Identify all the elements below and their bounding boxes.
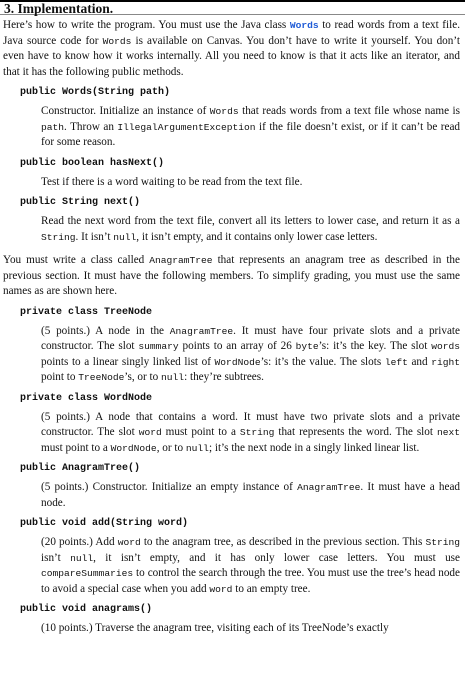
method-description-constructor bbox=[41, 104, 460, 151]
text: (5 points.) Constructor. Initialize an empty instance of bbox=[41, 481, 298, 493]
text: must point to a bbox=[161, 426, 240, 438]
member-signature-constructor: public AnagramTree() bbox=[20, 463, 141, 474]
method-signature-constructor: public Words(String path) bbox=[20, 87, 171, 98]
member-signature-anagrams: public void anagrams() bbox=[20, 604, 153, 615]
code: word bbox=[138, 427, 162, 438]
code: AnagramTree bbox=[169, 325, 234, 337]
anagramtree-paragraph bbox=[3, 253, 460, 300]
code: words bbox=[431, 341, 460, 352]
code-words: Words bbox=[102, 35, 132, 47]
text: Here’s how to write the program. You must use the Java class bbox=[3, 19, 290, 31]
text: that represents the word. The slot bbox=[274, 426, 437, 438]
code: AnagramTree bbox=[149, 255, 213, 266]
text: point to bbox=[41, 371, 79, 383]
text: ; it’s the next node in a singly linked linear list. bbox=[208, 441, 420, 454]
member-signature-wordnode: private class WordNode bbox=[20, 392, 153, 404]
code: summary bbox=[138, 341, 179, 352]
code: null bbox=[70, 552, 94, 564]
text: if the file doesn’t exist, or if it can’t be read for some reason. bbox=[41, 120, 461, 148]
section-title: 3. Implementation. bbox=[4, 1, 114, 16]
text: ’s: it’s the value. The slots bbox=[260, 355, 385, 368]
document-body bbox=[3, 18, 460, 643]
code: WordNode bbox=[214, 356, 261, 368]
text: that reads words from a text file whose name is bbox=[238, 105, 460, 117]
text: . It must have a head node. bbox=[41, 481, 461, 509]
text: to the anagram tree, as described in the previous section. This bbox=[140, 536, 426, 548]
member-description-treenode bbox=[41, 324, 460, 386]
code-words: Words bbox=[289, 20, 319, 31]
code: AnagramTree bbox=[297, 482, 361, 493]
member-description-add bbox=[41, 535, 460, 597]
code: String bbox=[41, 231, 76, 243]
member-description-wordnode bbox=[41, 410, 460, 457]
method-description-next bbox=[41, 214, 460, 245]
text: , it isn’t empty, and it has only lower case letters. You must use bbox=[93, 551, 460, 564]
text: ’s: it’s the key. The slot bbox=[318, 340, 432, 352]
intro-paragraph bbox=[3, 18, 460, 80]
text: (20 points.) Add bbox=[41, 536, 118, 548]
method-signature-hasnext: public boolean hasNext() bbox=[20, 157, 165, 169]
code: word bbox=[117, 537, 141, 548]
text: is available on Canvas. You don’t have to write it yourself. You don’t even have to know how it works internally. All you need to know is that it acts like an iterator, and that it has the following public methods. bbox=[3, 34, 460, 78]
code: Words bbox=[209, 106, 239, 117]
text: (5 points.) A node that contains a word. It must have two private slots and a private constructor. The slot bbox=[41, 410, 460, 438]
code: String bbox=[239, 427, 275, 438]
text: You must write a class called bbox=[3, 254, 150, 266]
text: to control the search through the tree. You must use the tree’s head node to avoid a special case when you add bbox=[41, 567, 460, 595]
text: . It must have four private slots and a private constructor. The slot bbox=[41, 324, 460, 352]
text: to an empty tree. bbox=[232, 582, 311, 595]
text: and bbox=[407, 355, 432, 368]
member-signature-treenode: private class TreeNode bbox=[20, 306, 153, 318]
method-description-hasnext bbox=[41, 175, 460, 191]
method-signature-next: public String next() bbox=[20, 197, 141, 208]
code: path bbox=[41, 121, 65, 133]
code: IllegalArgumentException bbox=[117, 121, 256, 133]
code: byte bbox=[295, 341, 319, 352]
text: . Throw an bbox=[64, 120, 118, 133]
code: next bbox=[436, 427, 460, 438]
member-signature-add: public void add(String word) bbox=[20, 518, 189, 529]
code: null bbox=[161, 372, 185, 383]
text: ’s, or to bbox=[124, 371, 162, 383]
code: compareSummaries bbox=[41, 568, 134, 579]
code: null bbox=[113, 231, 137, 243]
code: WordNode bbox=[110, 442, 157, 454]
code: left bbox=[384, 356, 408, 368]
text: (5 points.) A node in the bbox=[41, 324, 170, 337]
section-header-bar bbox=[0, 0, 465, 15]
code: TreeNode bbox=[78, 372, 125, 383]
text: . It isn’t bbox=[75, 230, 114, 243]
text: that represents an anagram tree as described in the previous section. It must have the following members. To simplify grading, you must use the same names as are shown here. bbox=[3, 254, 460, 297]
code: null bbox=[185, 442, 209, 454]
text: must point to a bbox=[41, 441, 111, 454]
code: String bbox=[425, 537, 461, 548]
text: : they’re subtrees. bbox=[184, 371, 264, 383]
text: points to a linear singly linked list of bbox=[41, 355, 215, 368]
member-description-anagrams-partial bbox=[41, 621, 460, 637]
text: Test if there is a word waiting to be read from the text file. bbox=[41, 175, 303, 188]
member-description-constructor bbox=[41, 480, 460, 511]
code: word bbox=[209, 583, 233, 595]
text: isn’t bbox=[41, 551, 71, 564]
text: Constructor. Initialize an instance of bbox=[41, 105, 210, 117]
code: right bbox=[431, 356, 460, 368]
text: (10 points.) Traverse the anagram tree, visiting each of its TreeNode’s exactly bbox=[41, 622, 389, 634]
text: to read words from a text file. Java source code for bbox=[3, 19, 460, 47]
text: , it isn’t empty, and it contains only lower case letters. bbox=[136, 230, 378, 243]
text: , or to bbox=[156, 441, 186, 454]
text: points to an array of 26 bbox=[178, 340, 296, 352]
text: Read the next word from the text file, convert all its letters to lower case, and return it as a bbox=[41, 215, 460, 227]
